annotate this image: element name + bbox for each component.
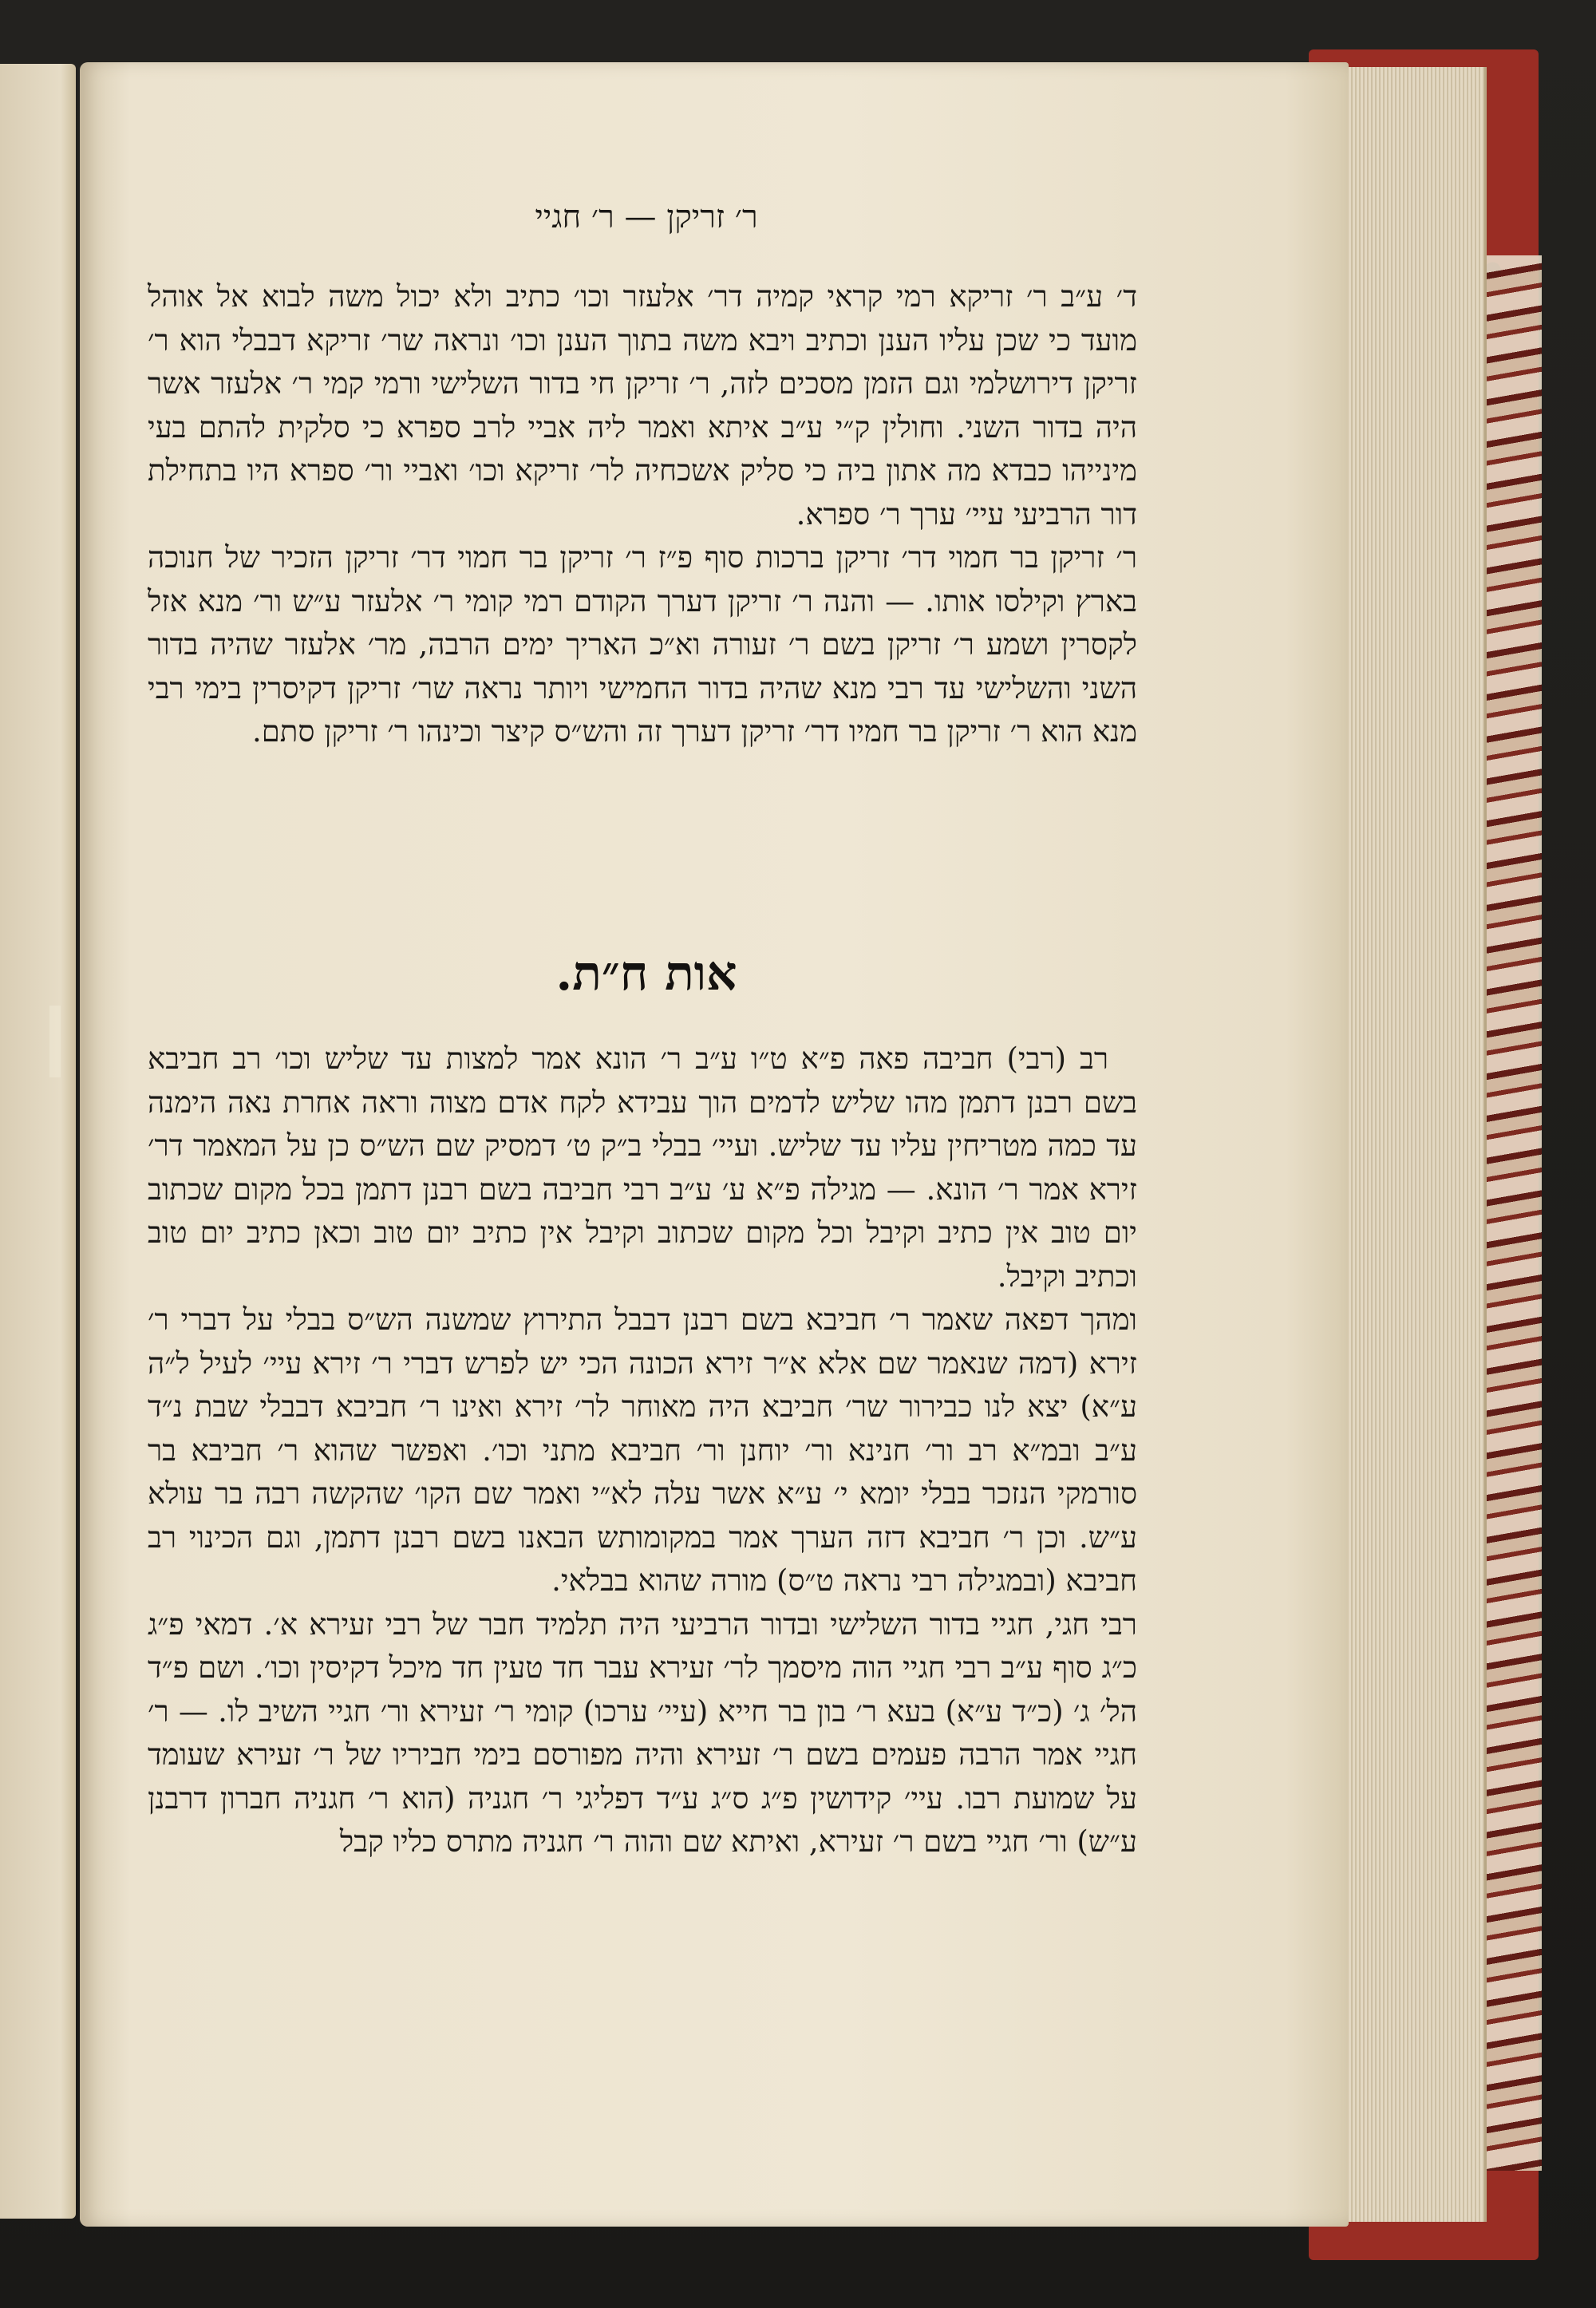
- section-title: אות ח״ת.: [555, 946, 737, 1002]
- paragraph: ומהך דפאה שאמר ר׳ חביבא בשם רבנן דבבל התירוץ שמשנה הש״ס בבלי על דברי ר׳ זירא (דמה שנאמר שם אלא א״ר זירא הכונה הכי יש לפרש דברי ר׳ זירא עיי׳ לעיל ל״ה ע״א) יצא לנו כבירור שר׳ חביבא היה מאוחר לר׳ זירא ואינו ר׳ חביבא דבבלי שבת נ״ד ע״ב ובמ״א רב ור׳ חנינא ור׳ יוחנן ור׳ חביבא מתני וכו׳. ואפשר שהוא ר׳ חביבא בר סורמקי הנזכר בבלי יומא י׳ ע״א אשר עלה לא״י ואמר שם הקו׳ שהקשה רבה בר עולא ע״ש. וכן ר׳ חביבא דזה הערך אמר במקומותש הבאנו בשם רבנן דתמן, וגם הכינוי רב חביבא (ובמגילה רבי נראה ט״ס) מורה שהוא בבלאי.: [148, 1302, 1138, 1598]
- marbled-page-edge: [1484, 255, 1542, 2171]
- paragraph: ר׳ זריקן בר חמוי דר׳ זריקן ברכות סוף פ״ז ר׳ זריקן בר חמוי דר׳ זריקן הזכיר של חנוכה בארץ וקילסו אותו. — והנה ר׳ זריקן דערך הקודם רמי קומי ר׳ אלעזר ע״ש ור׳ מנא אזל לקסרין ושמע ר׳ זריקן בשם ר׳ זעורה וא״כ האריך ימים הרבה, מר׳ אלעזר שהיה בדור השני והשלישי עד רבי מנא שהיה בדור החמישי ויותר נראה שר׳ זריקן דקיסרין בימי רבי מנא הוא ר׳ זריקן בר חמיו דר׳ זריקן דערך זה והש״ס קיצר וכינהו ר׳ זריקן סתם.: [148, 540, 1137, 749]
- paragraph: רב (רבי) חביבה פאה פ״א ט״ו ע״ב ר׳ הונא אמר למצות עד שליש וכו׳ רב חביבא בשם רבנן דתמן מהו שליש לדמים הוך עבידא לקח אדם מצוה וראה אחרת נאה הימנה עד כמה מטריחין עליו עד שליש. ועיי׳ בבלי ב״ק ט׳ דמסיק שם הש״ס כן על המאמר דר׳ זירא אמר ר׳ הונא. — מגילה פ״א ע׳ ע״ב רבי חביבה בשם רבנן דתמן בכל מקום שכתוב יום טוב אין כתיב וקיבל וכל מקום שכתוב וקיבל אין כתיב יום טוב וכאן כתיב יום טוב וכתיב וקיבל.: [148, 1041, 1137, 1294]
- page-stack-edges: [1341, 67, 1487, 2222]
- text-block-a: [148, 275, 1137, 754]
- paragraph: רבי חגי, חגיי בדור השלישי ובדור הרביעי היה תלמיד חבר של רבי זעירא א׳. דמאי פ״ג כ״ג סוף ע״ב רבי חגיי הוה מיסמך לר׳ זעירא עבר חד טעין חד מיכל דקיסין וכו׳. ושם פ״ד הל׳ ג׳ (כ״ד ע״א) בעא ר׳ בון בר חייא (עיי׳ ערכו) קומי ר׳ זעירא ור׳ חגיי השיב לו. — ר׳ חגיי אמר הרבה פעמים בשם ר׳ זעירא והיה מפורסם בימי חביריו של ר׳ זעירא שעומד על שמועת רבו. עיי׳ קידושין פ״ג ס״ג ע״ד דפליגי ר׳ חגניה (הוא ר׳ חגניה חברון דרבנן ע״ש) ור׳ חגיי בשם ר׳ זעירא, ואיתא שם והוה ר׳ חגניה מתרס כליו קבל: [148, 1607, 1137, 1859]
- running-head: ר׳ זריקן — ר׳ חגיי: [535, 199, 758, 235]
- gutter-mark: [49, 1006, 61, 1077]
- paragraph: ד׳ ע״ב ר׳ זריקא רמי קראי קמיה דר׳ אלעזר וכו׳ כתיב ולא יכול משה לבוא אל אוהל מועד כי שכן עליו הענן וכתיב ויבא משה בתוך הענן וכו׳ ונראה שר׳ זריקא דבבלי הוא ר׳ זריקן דירושלמי וגם הזמן מסכים לזה, ר׳ זריקן חי בדור השלישי ורמי קמי ר׳ אלעזר אשר היה בדור השני. וחולין ק״י ע״ב איתא ואמר ליה אביי לרב ספרא כי סלקית להתם בעי מינייהו כבדא מה אתון ביה כי סליק אשכחיה לר׳ זריקא וכו׳ ואביי ור׳ ספרא היו בתחילת דור הרביעי עיי׳ ערך ר׳ ספרא.: [148, 279, 1137, 532]
- text-block-b: [148, 1037, 1137, 1864]
- left-page-edge: [0, 64, 76, 2219]
